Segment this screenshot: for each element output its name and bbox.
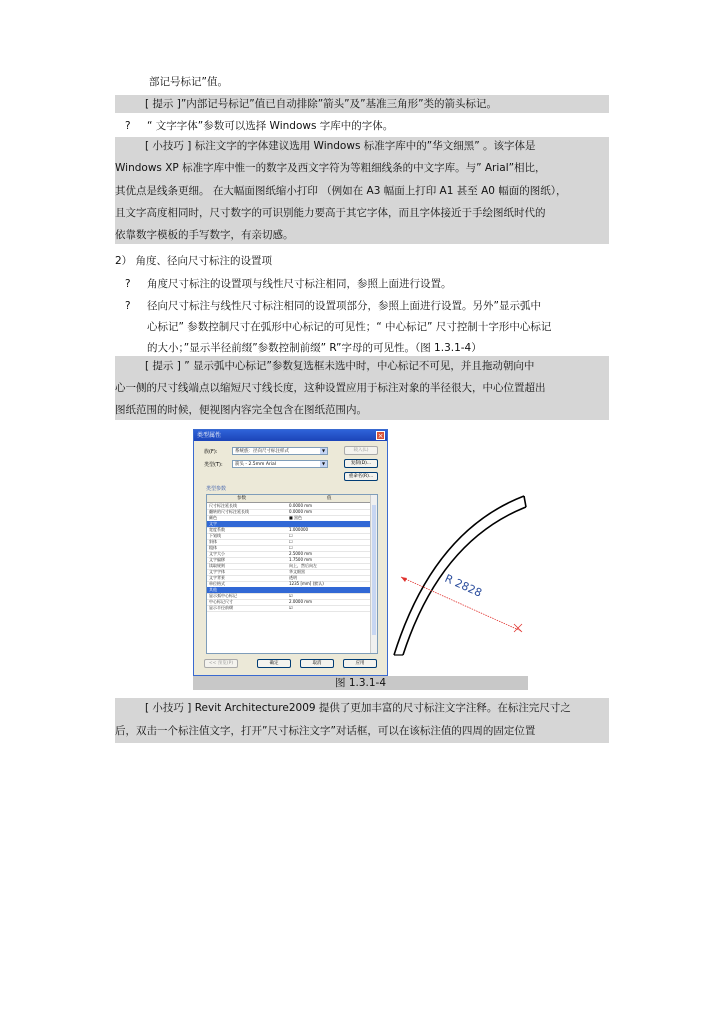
param-name: 中心标记尺寸 bbox=[209, 599, 233, 604]
cancel-button[interactable]: 取消 bbox=[300, 659, 334, 668]
param-value: 2.5000 mm bbox=[289, 551, 313, 556]
trick-line-1: [ 小技巧 ] Revit Architecture2009 提供了更加丰富的尺寸标注文字注释。在标注完尺寸之 bbox=[145, 702, 571, 714]
param-value: ☑ bbox=[289, 593, 293, 598]
type-params-label: 类型参数 bbox=[206, 486, 227, 492]
bullet-mark: ? bbox=[125, 278, 131, 290]
param-name: 显示半径前缀 bbox=[209, 605, 233, 610]
family-value: 系统族：径向尺寸标注样式 bbox=[235, 449, 289, 454]
trick-line-3: 其优点是线条更细。 在大幅面图纸缩小打印 （例如在 A3 幅面上打印 A1 甚至 A0 幅面的图纸）， bbox=[115, 185, 567, 197]
tip-line-3: 图纸范围的时候，便视图内容完全包含在图纸范围内。 bbox=[115, 404, 367, 416]
dialog-title: 类型属性 bbox=[194, 430, 387, 441]
param-value: ☐ bbox=[289, 539, 293, 544]
param-value: ■ 黑色 bbox=[289, 515, 303, 520]
bullet-text: 心标记” 参数控制尺寸在弧形中心标记的可见性；“ 中心标记” 尺寸控制十字形中心标记 bbox=[147, 321, 552, 333]
section-heading: 2） 角度、径向尺寸标注的设置项 bbox=[115, 255, 273, 267]
param-name: 文字背景 bbox=[209, 575, 225, 580]
param-name: 文字 bbox=[209, 521, 217, 526]
param-value: 向上，然后向左 bbox=[289, 563, 317, 568]
param-name: 其他 bbox=[209, 587, 217, 592]
trick-line-5: 依靠数字模板的手写数字，有亲切感。 bbox=[115, 229, 294, 241]
param-name: 颜色 bbox=[209, 515, 217, 520]
apply-button[interactable]: 应用 bbox=[343, 659, 377, 668]
bullet-text: “ 文字字体”参数可以选择 Windows 字库中的字体。 bbox=[147, 120, 394, 132]
wall-end-top bbox=[524, 496, 526, 507]
param-name: 单位格式 bbox=[209, 581, 225, 586]
param-value: ☐ bbox=[289, 533, 293, 538]
chevron-down-icon: ▼ bbox=[321, 448, 326, 453]
param-name: 下划线 bbox=[209, 533, 221, 538]
param-value: 华文细黑 bbox=[289, 569, 305, 574]
type-label: 类型(T): bbox=[204, 462, 223, 468]
col-value: 值 bbox=[327, 496, 332, 501]
trick-line-1: [ 小技巧 ] 标注文字的字体建议选用 Windows 标准字库中的”华文细黑” 。该字体是 bbox=[145, 140, 536, 152]
figure-caption: 图 1.3.1-4 bbox=[193, 676, 528, 690]
tip-line-2: 心一侧的尺寸线端点以缩短尺寸线长度，这种设置应用于标注对象的半径很大，中心位置超出 bbox=[115, 382, 546, 394]
param-value: 1.000000 bbox=[289, 527, 309, 532]
param-value: 透明 bbox=[289, 575, 297, 580]
chevron-down-icon: ▼ bbox=[321, 461, 326, 466]
trick-line-2: Windows XP 标准字库中惟一的数字及西文字符为等粗细线条的中文字库。与” Arial”相比， bbox=[115, 162, 546, 174]
param-name: 文字字体 bbox=[209, 569, 225, 574]
param-name: 翻转的尺寸标注延长线 bbox=[209, 509, 249, 514]
bullet-text: 径向尺寸标注与线性尺寸标注相同的设置项部分，参照上面进行设置。另外”显示弧中 bbox=[147, 300, 541, 312]
param-value: ☑ bbox=[289, 605, 293, 610]
duplicate-button[interactable]: 复制(D)... bbox=[344, 459, 378, 468]
dimension-arrow bbox=[401, 577, 407, 582]
param-value: 0.0000 mm bbox=[289, 503, 313, 508]
param-value: ☐ bbox=[289, 545, 293, 550]
param-value: 1.7500 mm bbox=[289, 557, 313, 562]
ok-button[interactable]: 确定 bbox=[257, 659, 291, 668]
tip-text: [ 提示 ]”内部记号标记”值已自动排除”箭头”及”基准三角形”类的箭头标记。 bbox=[145, 98, 498, 110]
close-icon[interactable]: × bbox=[377, 432, 384, 440]
bullet-mark: ? bbox=[125, 120, 131, 132]
family-label: 族(F): bbox=[204, 449, 218, 455]
param-name: 文字偏移 bbox=[209, 557, 225, 562]
trick-line-4: 且文字高度相同时，尺寸数字的可识别能力要高于其它字体，而且字体接近于手绘图纸时代的 bbox=[115, 207, 546, 219]
param-name: 粗体 bbox=[209, 545, 217, 550]
bullet-text: 的大小；”显示半径前缀”参数控制前缀” R”字母的可见性。（图 1.3.1-4） bbox=[147, 342, 482, 354]
wall-arc-outer bbox=[394, 496, 524, 655]
col-param: 参数 bbox=[237, 496, 246, 501]
param-name: 尺寸标注延长线 bbox=[209, 503, 237, 508]
bullet-text: 角度尺寸标注的设置项与线性尺寸标注相同，参照上面进行设置。 bbox=[147, 278, 452, 290]
param-value: 0.0000 mm bbox=[289, 509, 313, 514]
trick-line-2: 后，双击一个标注值文字，打开”尺寸标注文字”对话框，可以在该标注值的四周的固定位置 bbox=[115, 725, 536, 737]
param-name: 宽度系数 bbox=[209, 527, 225, 532]
arc-drawing bbox=[193, 429, 528, 676]
rename-button[interactable]: 重命名(R)... bbox=[344, 472, 378, 481]
load-button[interactable]: 载入(L) bbox=[344, 446, 378, 455]
param-name: 显示弧中心标记 bbox=[209, 593, 237, 598]
param-name: 读取规则 bbox=[209, 563, 225, 568]
figure bbox=[193, 429, 528, 676]
param-name: 斜体 bbox=[209, 539, 217, 544]
param-value: 2.0000 mm bbox=[289, 599, 313, 604]
text-line: 部记号标记”值。 bbox=[149, 76, 228, 88]
type-value: 箭头 - 2.5mm Arial bbox=[235, 462, 277, 467]
preview-button[interactable]: << 预览(P) bbox=[204, 659, 238, 668]
radius-label: R 2828 bbox=[442, 571, 484, 600]
param-name: 文字大小 bbox=[209, 551, 225, 556]
bullet-mark: ? bbox=[125, 300, 131, 312]
param-value: 1235 [mm] (默认) bbox=[289, 581, 324, 586]
tip-line-1: [ 提示 ] ” 显示弧中心标记”参数复选框未选中时，中心标记不可见，并且拖动朝向中 bbox=[145, 360, 535, 372]
